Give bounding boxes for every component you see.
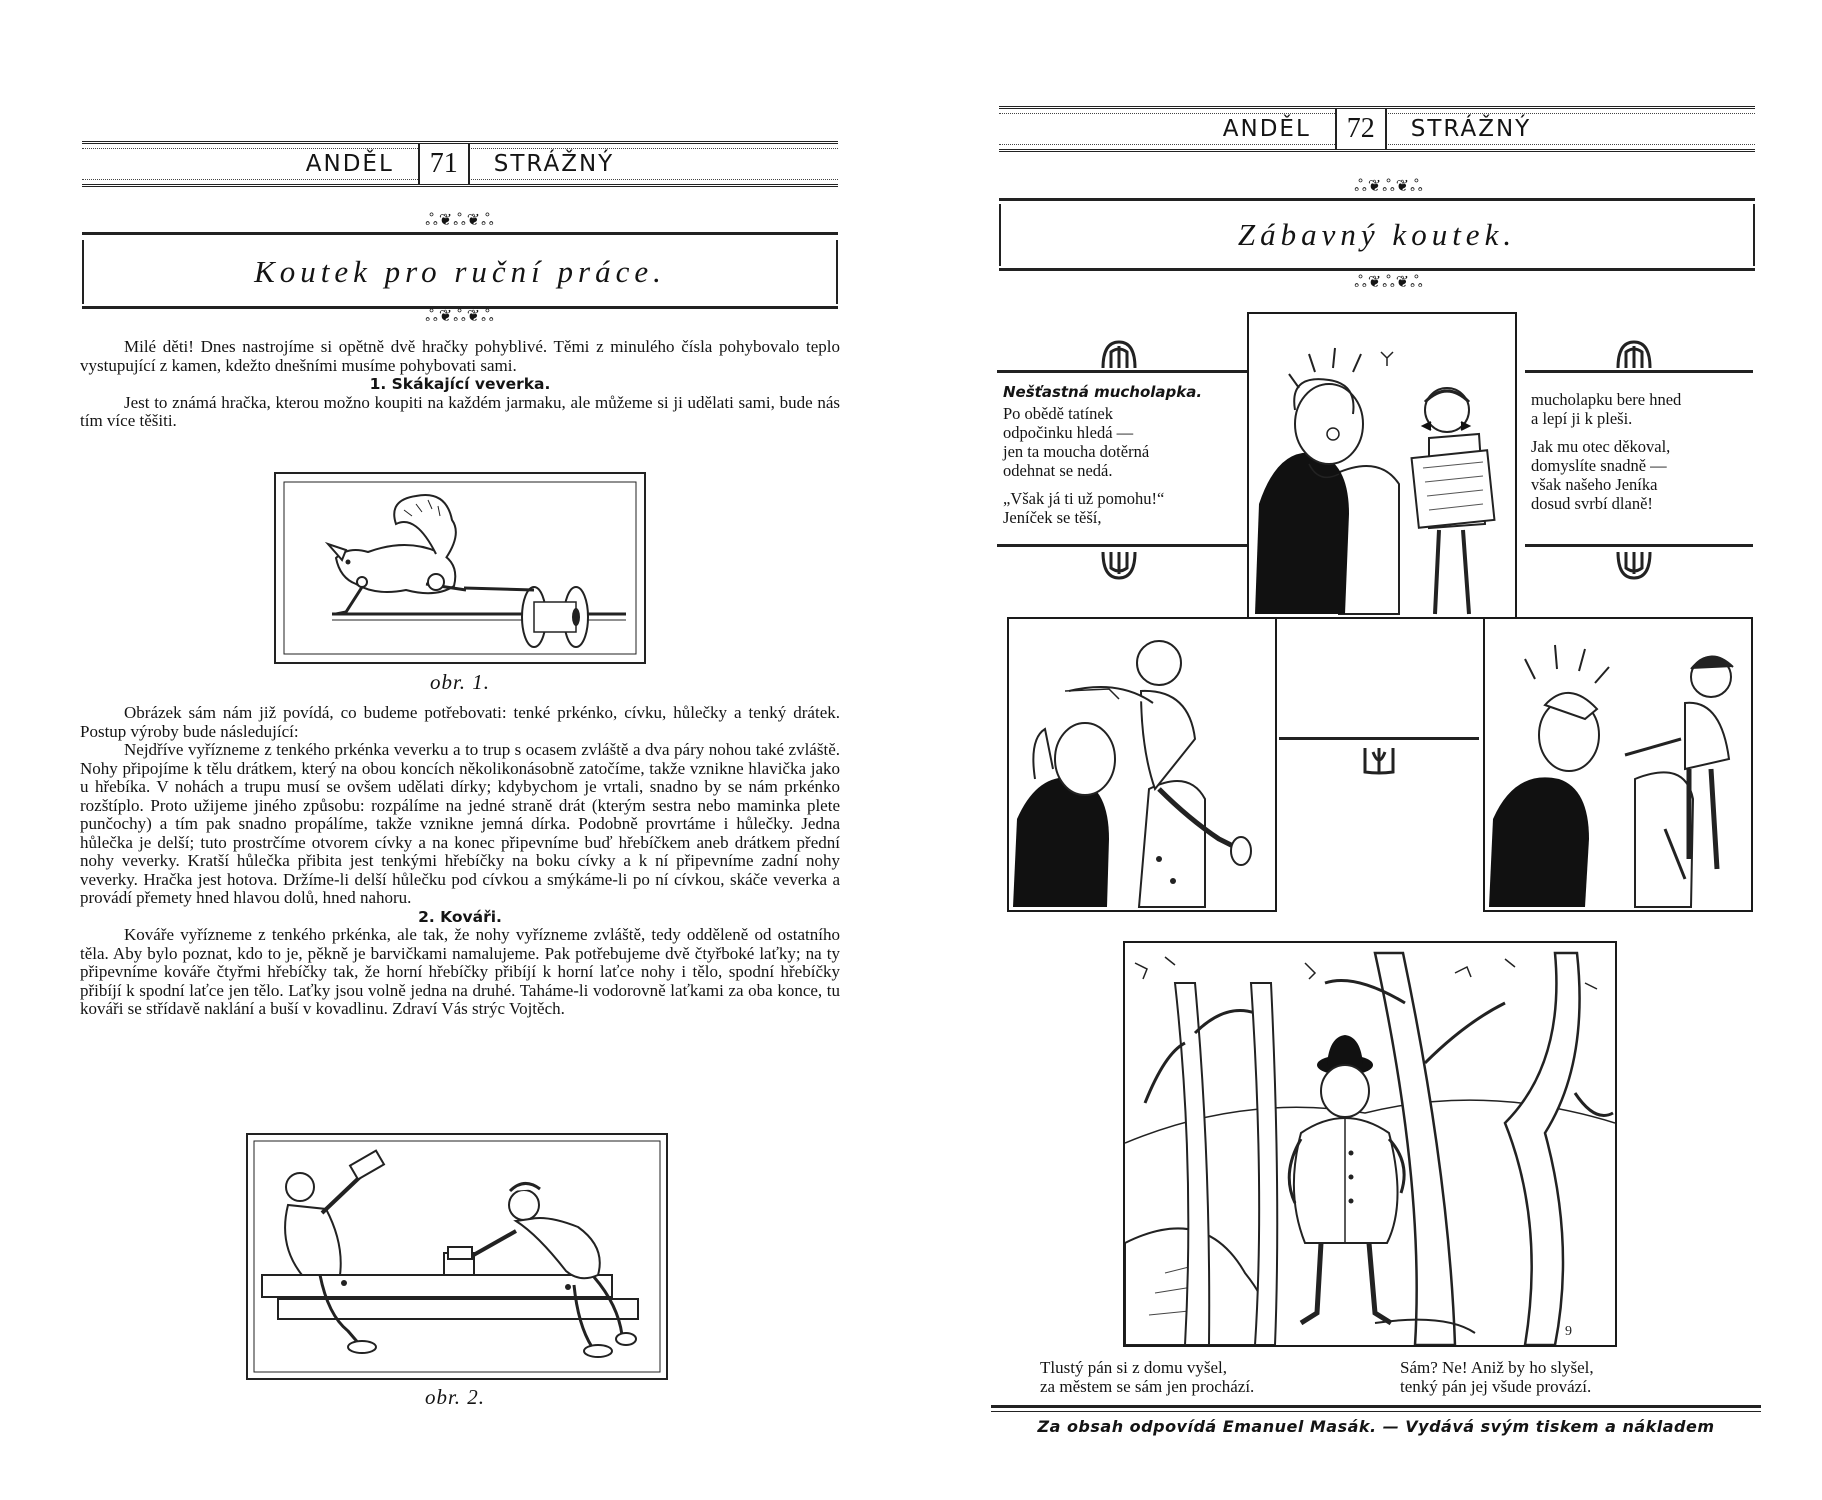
rule bbox=[997, 544, 1277, 547]
verse-line: mucholapku bere hned bbox=[1531, 390, 1682, 409]
verse-line: dosud svrbí dlaně! bbox=[1531, 494, 1653, 513]
verse-line: „Však já ti už pomohu!“ bbox=[1003, 489, 1165, 508]
page-number: 71 bbox=[418, 144, 470, 184]
verse-right bbox=[1531, 390, 1753, 522]
verse-line: Jak mu otec děkoval, bbox=[1531, 437, 1671, 456]
verse-line: domyslíte snadně — bbox=[1531, 456, 1667, 475]
rule bbox=[999, 198, 1755, 201]
art-nouveau-ornament-icon bbox=[1099, 338, 1139, 370]
imprint-line: Za obsah odpovídá Emanuel Masák. — Vydává svým tiskem a nákladem bbox=[1037, 1417, 1715, 1436]
comic-panel-2 bbox=[1007, 617, 1277, 912]
header-word-left: ANDĚL bbox=[1199, 116, 1335, 142]
ornament-top: ஃ❦ஃ❦ஃ bbox=[1354, 178, 1424, 195]
art-nouveau-ornament-icon bbox=[1614, 550, 1654, 582]
rule bbox=[999, 268, 1755, 271]
verse-line: však našeho Jeníka bbox=[1531, 475, 1658, 494]
title-box bbox=[82, 240, 838, 304]
rule bbox=[1525, 370, 1753, 373]
verse-line: jen ta moucha dotěrná bbox=[1003, 442, 1150, 461]
title-box bbox=[999, 204, 1755, 266]
running-header bbox=[82, 141, 838, 187]
comic-panel-forest bbox=[1123, 941, 1617, 1347]
ornament-top: ஃ❦ஃ❦ஃ bbox=[425, 212, 495, 229]
right-page bbox=[911, 0, 1822, 1500]
figure-2-caption: obr. 2. bbox=[424, 1385, 486, 1409]
page-title: Zábavný koutek. bbox=[1237, 217, 1517, 252]
verse-line: za městem se sám jen prochází. bbox=[1040, 1377, 1255, 1396]
section-heading: 1. Skákající veverka. bbox=[369, 375, 551, 393]
comic-panel-3 bbox=[1483, 617, 1753, 912]
rule bbox=[997, 370, 1277, 373]
header-word-right: STRÁŽNÝ bbox=[1387, 116, 1555, 142]
figure-blacksmiths-toy bbox=[246, 1133, 668, 1380]
bottom-verse-right bbox=[1400, 1358, 1700, 1396]
verse-line: odpočinku hledá — bbox=[1003, 423, 1134, 442]
ornament-bottom: ஃ❦ஃ❦ஃ bbox=[425, 308, 495, 325]
figure-squirrel-toy bbox=[274, 472, 646, 664]
svg-text:9: 9 bbox=[1565, 1324, 1572, 1339]
verse-line: Jeníček se těší, bbox=[1003, 508, 1102, 527]
rule bbox=[991, 1411, 1761, 1412]
page-title: Koutek pro ruční práce. bbox=[254, 254, 666, 289]
figure-1-caption: obr. 1. bbox=[429, 670, 491, 694]
text-block-2 bbox=[80, 704, 840, 1019]
verse-left bbox=[1003, 383, 1273, 536]
verse-title: Nešťastná mucholapka. bbox=[1003, 383, 1203, 401]
blacksmiths-illustration bbox=[248, 1135, 666, 1378]
paragraph: Jest to známá hračka, kterou možno koupiti na každém jarmaku, ale můžeme si ji udělati sami, bude nás tím více těšiti. bbox=[80, 392, 840, 430]
paragraph: Nejdříve vyřízneme z tenkého prkénka veverku a to trup s ocasem zvláště a dva páry nohou také zvláště. Nohy připojíme k tělu drátkem, který na obou koncích několikonásobně zatočíme, takže vznikne hlavička jako u hřebíka. V nohách a trupu musí se ovšem udělati dírky; kdybychom je vrtali, snadno by se nám prkénko rozštíplo. Proto užijeme jiného způsobu: rozpálíme na jedné straně drát (kterým sestra nebo maminka plete punčochy) a tím pak snadno propálíme, takže vznikne jemná dírka. Podobně provrtáme i hůlečky. Jedna hůlečka je delší; tuto prostrčíme otvorem cívky a na konec připevníme buď hřebíčkem aneb drátkem přední nohy veverky. Kratší hůlečka přibita jest tenkými hřebíčky na boku cívky a k ní připevníme zadní nohy veverky. Hračka jest hotova. Držíme-li delší hůlečku pod cívkou a smýkáme-li po ní cívkou, skáče veverka a provádí přemety hned hlavou dolů, hned nahoru. bbox=[80, 740, 840, 907]
verse-line: a lepí ji k pleši. bbox=[1531, 409, 1633, 428]
text-block-1 bbox=[80, 338, 840, 431]
section-heading: 2. Kováři. bbox=[418, 907, 502, 926]
squirrel-illustration bbox=[276, 474, 644, 662]
paragraph: Kováře vyřízneme z tenkého prkénka, ale tak, že nohy vyřízneme zvláště, tedy odděleně od ostatního těla. Aby bylo poznat, kdo to je, pěkně je barvičkami namalujeme. Pak potřebujeme dvě čtyřboké laťky; na ty připevníme kováře čtyřmi hřebíčky tak, že horní hřebíčky přibíjí k horní laťce nohy i tělo, spodní hřebíčky přibíjí k spodní laťce jen tělo. Laťky jsou volně jedna na druhé. Taháme-li vodorovně laťkami za oba konce, tu kováři se střídavě naklání a buší v kovadlinu. Zdraví Vás strýc Vojtěch. bbox=[80, 925, 840, 1018]
verse-line: Sám? Ne! Aniž by ho slyšel, bbox=[1400, 1358, 1594, 1377]
paragraph: Obrázek sám nám již povídá, co budeme potřebovati: tenké prkénko, cívku, hůlečky a tenký drátek. Postup výroby bude následující: bbox=[80, 703, 840, 741]
comic-panel-1 bbox=[1247, 312, 1517, 619]
verse-line: odehnat se nedá. bbox=[1003, 461, 1113, 480]
page-number: 72 bbox=[1335, 109, 1387, 149]
verse-line: tenký pán jej všude provází. bbox=[1400, 1377, 1592, 1396]
forest-illustration bbox=[1125, 943, 1615, 1345]
comic-illustration bbox=[1485, 619, 1751, 910]
comic-illustration bbox=[1249, 314, 1515, 617]
rule bbox=[82, 232, 838, 235]
header-word-left: ANDĚL bbox=[282, 151, 418, 177]
verse-line: Po obědě tatínek bbox=[1003, 404, 1113, 423]
bottom-verse-left bbox=[1040, 1358, 1420, 1396]
paragraph: Milé děti! Dnes nastrojíme si opětně dvě hračky pohyblivé. Těmi z minulého čísla pohybovalo teplo vystupující z kamen, kdežto dnešními musíme pohybovati sami. bbox=[80, 337, 840, 375]
art-nouveau-ornament-icon bbox=[1359, 744, 1399, 776]
running-header bbox=[999, 106, 1755, 152]
art-nouveau-ornament-icon bbox=[1099, 550, 1139, 582]
comic-illustration bbox=[1009, 619, 1275, 910]
rule bbox=[991, 1405, 1761, 1408]
rule bbox=[1279, 737, 1479, 740]
rule bbox=[1525, 544, 1753, 547]
art-nouveau-ornament-icon bbox=[1614, 338, 1654, 370]
header-word-right: STRÁŽNÝ bbox=[470, 151, 638, 177]
ornament-bottom: ஃ❦ஃ❦ஃ bbox=[1354, 274, 1424, 291]
verse-line: Tlustý pán si z domu vyšel, bbox=[1040, 1358, 1227, 1377]
